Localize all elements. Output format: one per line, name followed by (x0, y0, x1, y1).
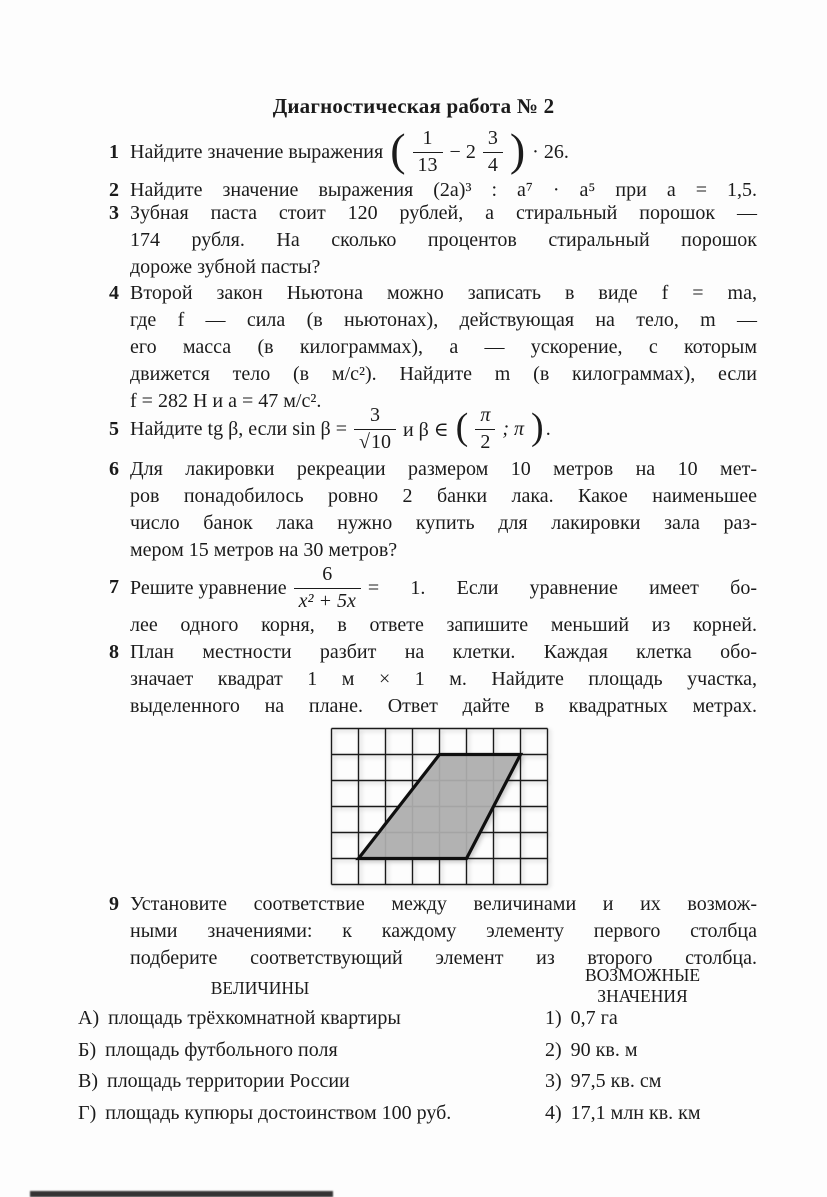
fraction-denominator: 2 (475, 429, 495, 453)
matching-right-header (545, 965, 740, 1007)
text-line: мером 15 метров на 30 метров? (130, 539, 398, 561)
page-title: Диагностическая работа № 2 (272, 94, 555, 118)
right-paren: ) (531, 406, 544, 448)
matching-table (78, 1003, 757, 1129)
fraction (475, 405, 495, 452)
matching-left-header: ВЕЛИЧИНЫ (210, 978, 310, 998)
text-line: где f — сила (в ньютонах), действующая на тело, m — (130, 309, 757, 331)
fraction-denominator: 13 (413, 152, 443, 176)
matching-right-item (545, 1003, 757, 1035)
left-paren: ( (390, 124, 406, 175)
matching-right-item (545, 1066, 757, 1098)
item-text: площадь купюры достоинством 100 руб. (105, 1101, 452, 1124)
text-run: Найдите значение выражения (130, 140, 384, 163)
text-line: выделенного на плане. Ответ дайте в квадратных метрах. (130, 695, 757, 717)
operator-run: − 2 (449, 140, 476, 163)
text-run: · 26. (532, 140, 569, 163)
text-line: Зубная паста стоит 120 рублей, а стиральный порошок — (130, 202, 757, 224)
item-text: 97,5 кв. см (570, 1070, 662, 1092)
plan-grid-figure (330, 727, 549, 886)
text-run: . (545, 417, 551, 440)
matching-right-item (545, 1098, 757, 1130)
matching-right-header-line: ВОЗМОЖНЫЕ (584, 965, 701, 985)
text-line: подберите соответствующий элемент из второго столбца. (130, 947, 757, 969)
problem-number: 7 (109, 576, 119, 598)
fraction (413, 128, 443, 175)
item-label: 2) (545, 1038, 562, 1061)
problem-number: 9 (109, 893, 119, 915)
fraction-numerator: 3 (369, 404, 380, 427)
item-label: 4) (545, 1101, 562, 1124)
matching-left-item (78, 1098, 545, 1130)
problem-number: 2 (109, 179, 119, 201)
problem-8 (109, 639, 757, 720)
text-run: и β ∈ (402, 418, 449, 441)
fraction-numerator: π (480, 404, 491, 427)
matching-left-item (78, 1066, 545, 1098)
problem-3 (109, 200, 757, 281)
fraction-numerator: 6 (322, 563, 333, 586)
matching-right-header-line: ЗНАЧЕНИЯ (597, 986, 688, 1006)
matching-row (78, 1098, 757, 1130)
problem-7-expression (130, 564, 757, 612)
problem-number: 8 (109, 641, 119, 663)
problem-1-expression (130, 126, 757, 178)
item-label: 1) (545, 1007, 562, 1029)
problem-number: 6 (109, 458, 119, 480)
problem-7 (109, 563, 757, 639)
text-line: План местности разбит на клетки. Каждая клетка обо- (130, 641, 757, 663)
text-line: Для лакировки рекреации размером 10 метров на 10 мет- (130, 458, 757, 480)
matching-left-item (78, 1035, 545, 1067)
matching-row (78, 1066, 757, 1098)
text-line: ными значениями: к каждому элементу первого столбца (130, 920, 757, 942)
text-line: движется тело (в м/с²). Найдите m (в килограммах), если (130, 363, 757, 385)
text-line: ров понадобилось ровно 2 банки лака. Какое наименьшее (130, 485, 757, 507)
problem-number: 1 (109, 141, 119, 163)
text-run: = 1. Если уравнение имеет бо- (367, 576, 757, 599)
item-label: Г) (78, 1101, 97, 1124)
item-label: В) (78, 1070, 98, 1092)
text-line: Второй закон Ньютона можно записать в виде f = ma, (130, 282, 757, 304)
fraction-denominator: x² + 5x (294, 588, 361, 612)
problem-1 (109, 124, 757, 178)
fraction (483, 128, 503, 175)
item-text: площадь трёхкомнатной квартиры (108, 1007, 401, 1029)
radicand: 10 (370, 430, 391, 453)
item-text: площадь территории России (107, 1070, 350, 1092)
text-line: число банок лака нужно купить для лакировки зала раз- (130, 512, 757, 534)
text-run: ; π (502, 417, 525, 440)
matching-row (78, 1003, 757, 1035)
left-paren: ( (455, 406, 469, 448)
text-line: дороже зубной пасты? (130, 256, 321, 278)
text-line: лее одного корня, в ответе запишите меньший из корней. (130, 614, 757, 636)
item-label: Б) (78, 1038, 97, 1061)
text-run: Найдите tg β, если sin β = (130, 417, 347, 440)
problem-number: 4 (109, 282, 119, 304)
text-line: f = 282 Н и a = 47 м/с². (130, 390, 322, 412)
text-line: 174 рубля. На сколько процентов стиральный порошок (130, 229, 757, 251)
fraction-numerator: 1 (422, 127, 433, 150)
fraction (354, 405, 396, 452)
problem-number: 3 (109, 202, 119, 224)
plan-grid-svg (330, 727, 549, 886)
problem-number: 5 (109, 418, 119, 440)
text-run: Решите уравнение (130, 576, 287, 599)
radical-sign: √ (358, 430, 370, 453)
problem-5 (109, 404, 757, 454)
fraction (294, 564, 361, 611)
fraction-denominator (354, 429, 396, 453)
text-line: значает квадрат 1 м × 1 м. Найдите площадь участка, (130, 668, 757, 690)
right-paren: ) (509, 124, 526, 175)
matching-right-item (545, 1035, 757, 1067)
text-line: его масса (в килограммах), a — ускорение, с которым (130, 336, 757, 358)
problem-6 (109, 456, 757, 564)
scan-edge-artifact (30, 1191, 333, 1197)
problem-5-expression (130, 404, 757, 454)
fraction-numerator: 3 (487, 127, 498, 150)
item-label: 3) (545, 1070, 562, 1092)
text-line: Найдите значение выражения (2a)³ : a⁷ · a⁵ при a = 1,5. (130, 179, 757, 201)
item-text: 17,1 млн кв. км (570, 1101, 701, 1124)
text-line: Установите соответствие между величинами и их возмож- (130, 893, 757, 915)
item-label: А) (78, 1007, 100, 1029)
item-text: 0,7 га (570, 1007, 618, 1029)
item-text: 90 кв. м (570, 1038, 638, 1061)
fraction-denominator: 4 (483, 152, 503, 176)
matching-left-item (78, 1003, 545, 1035)
problem-4 (109, 280, 757, 415)
problem-9 (109, 891, 757, 972)
matching-row (78, 1035, 757, 1067)
item-text: площадь футбольного поля (105, 1038, 338, 1061)
